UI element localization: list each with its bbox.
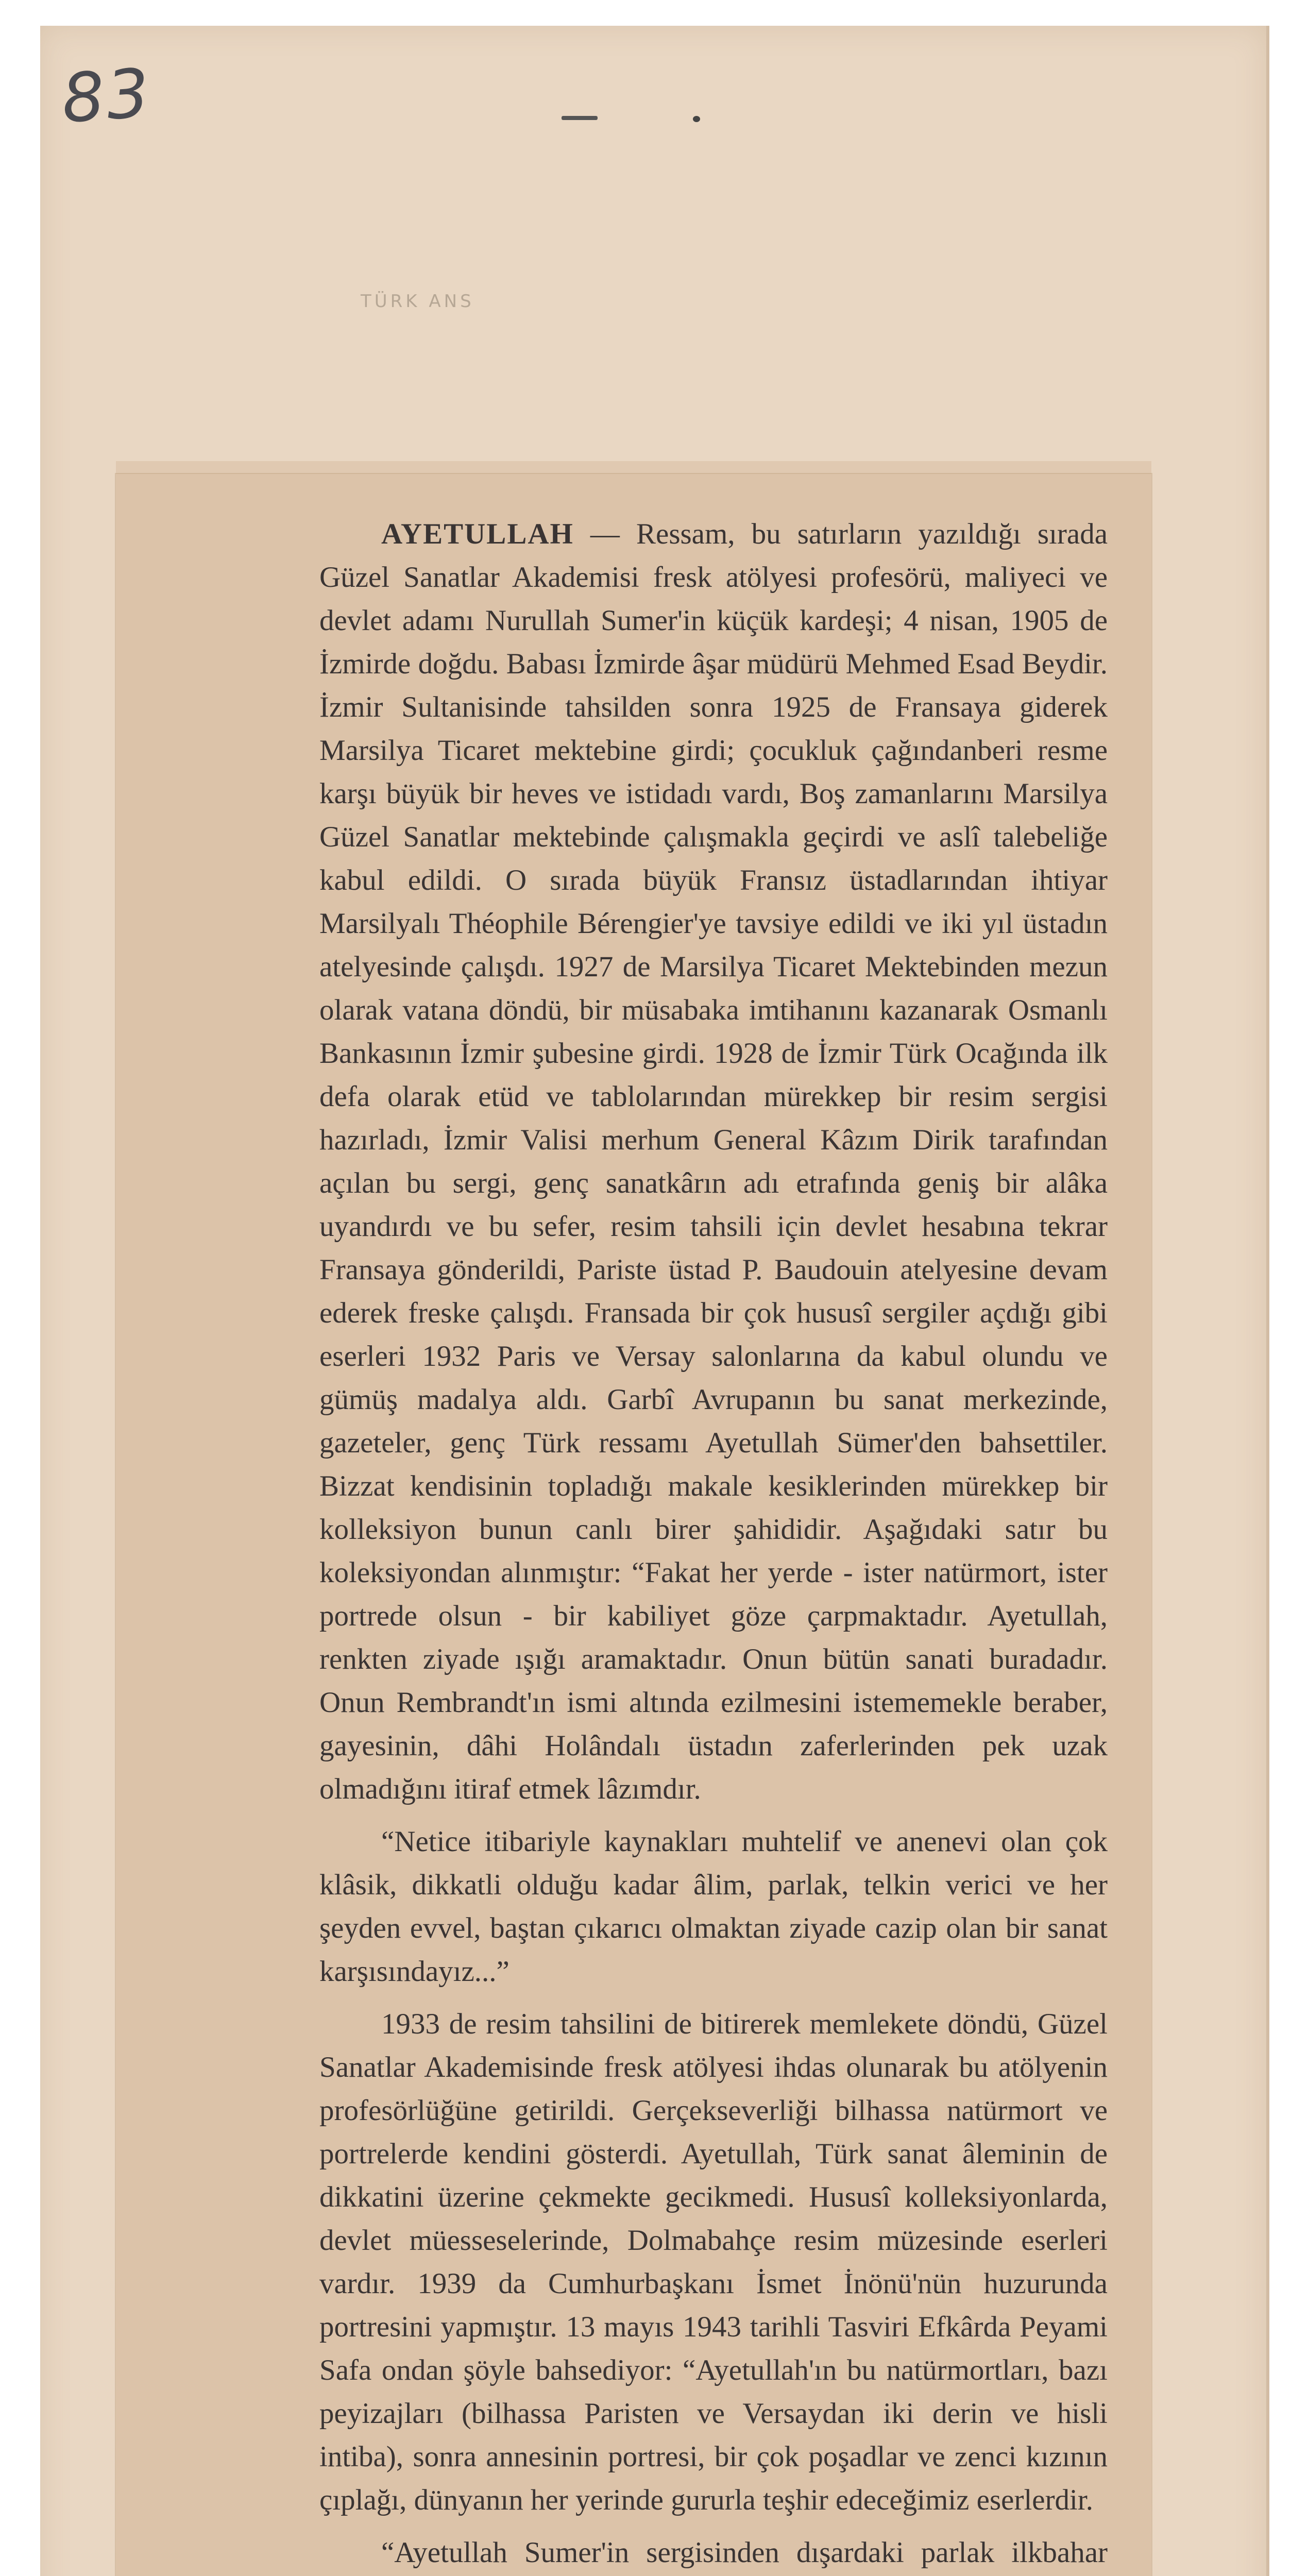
ink-dot xyxy=(693,116,700,122)
article-paragraph-4: “Ayetullah Sumer'in sergisinden dışardaki parlak ilkbahar xyxy=(381,2536,1108,2569)
encyclopedia-article xyxy=(319,513,1108,2576)
paragraph-text: — Ressam, bu satırların yazıldığı sırada Güzel Sanatlar Akademisi fresk atölyesi profesörü, maliyeci ve devlet adamı Nurullah Sumer'in küçük kardeşi; 4 nisan, 1905 de İzmirde doğdu. Babası İzmirde âşar müdürü Mehmed Esad Beydir. İzmir Sultanisinde tahsilden sonra 1925 de Fransaya giderek Marsilya Ticaret mektebine girdi; çocukluk çağındanberi resme karşı büyük bir heves ve istidadı vardı, Boş zamanlarını Marsilya Güzel Sanatlar mektebinde çalışmakla geçirdi ve aslî talebeliğe kabul edildi. O sırada büyük Fransız üstadlarından ihtiyar Marsilyalı Théophile Bérengier'ye tavsiye edildi ve iki yıl üstadın atelyesinde çalışdı. 1927 de Marsilya Ticaret Mektebinden mezun olarak vatana döndü, bir müsabaka imtihanını kazanarak Osmanlı Bankasının İzmir şubesine girdi. 1928 de İzmir Türk Ocağında ilk defa olarak etüd ve tablolarından mürekkep bir resim sergisi hazırladı, İzmir Valisi merhum General Kâzım Dirik tarafından açılan bu sergi, genç sanatkârın adı etrafında geniş bir alâka uyandırdı ve bu sefer, resim tahsili için devlet hesabına tekrar Fransaya gönderildi, Pariste üstad P. Baudouin atelyesine devam ederek freske çalışdı. Fransada bir çok hususî sergiler açdığı gibi eserleri 1932 Paris ve Versay salonlarına da kabul olundu ve gümüş madalya aldı. Garbî Avrupanın bu sanat merkezinde, gazeteler, genç Türk ressamı Ayetullah Sümer'den bahsettiler. Bizzat kendisinin topladığı makale kesiklerinden mürekkep bir kolleksiyon bunun canlı birer şahididir. Aşağıdaki satır bu koleksiyondan alınmıştır: “Fakat her yerde - ister natürmort, ister portrede olsun - bir kabiliyet göze çarpmaktadır. Ayetullah, renkten ziyade ışığı aramaktadır. Onun bütün sanati buradadır. Onun Rembrandt'ın ismi altında ezilmesini istememekle beraber, gayesinin, dâhi Holândalı üstadın zaferlerinden pek uzak olmadığını itiraf etmek lâzımdır. xyxy=(319,518,1108,1805)
article-headword: AYETULLAH xyxy=(381,518,574,550)
ink-mark xyxy=(562,116,598,120)
article-paragraph-3: 1933 de resim tahsilini de bitirerek memlekete döndü, Güzel Sanatlar Akademisinde fresk atölyesi ihdas olunarak bu atölyenin profesörlüğüne getirildi. Gerçekseverliği bilhassa natürmort ve portrelerde kendini gösterdi. Ayetullah, Türk sanat âleminin de dikkatini üzerine çekmekte gecikmedi. Hususî kolleksiyonlarda, devlet müesseselerinde, Dolmabahçe resim müzesinde eserleri vardır. 1939 da Cumhurbaşkanı İsmet İnönü'nün huzurunda portresini yapmıştır. 13 mayıs 1943 tarihli Tasviri Efkârda Peyami Safa ondan şöyle bahsediyor: “Ayetullah'ın bu natürmortları, bazı peyizajları (bilhassa Paristen ve Versaydan iki derin ve hisli intiba), sonra annesinin portresi, bir çok poşadlar ve zenci kızının çıplağı, dünyanın her yerinde gururla teşhir edeceğimiz eserlerdir. xyxy=(319,2008,1108,2516)
faded-stamp-text: TÜRK ANS xyxy=(361,291,474,312)
article-paragraph-1 xyxy=(319,513,1108,1811)
article-paragraph-2: “Netice itibariyle kaynakları muhtelif ve anenevi olan çok klâsik, dikkatli olduğu kadar âlim, parlak, telkin verici ve her şeyden evvel, baştan çıkarıcı olmaktan ziyade cazip olan bir sanat karşısındayız...” xyxy=(319,1825,1108,1988)
handwritten-page-number: 83 xyxy=(59,54,154,138)
